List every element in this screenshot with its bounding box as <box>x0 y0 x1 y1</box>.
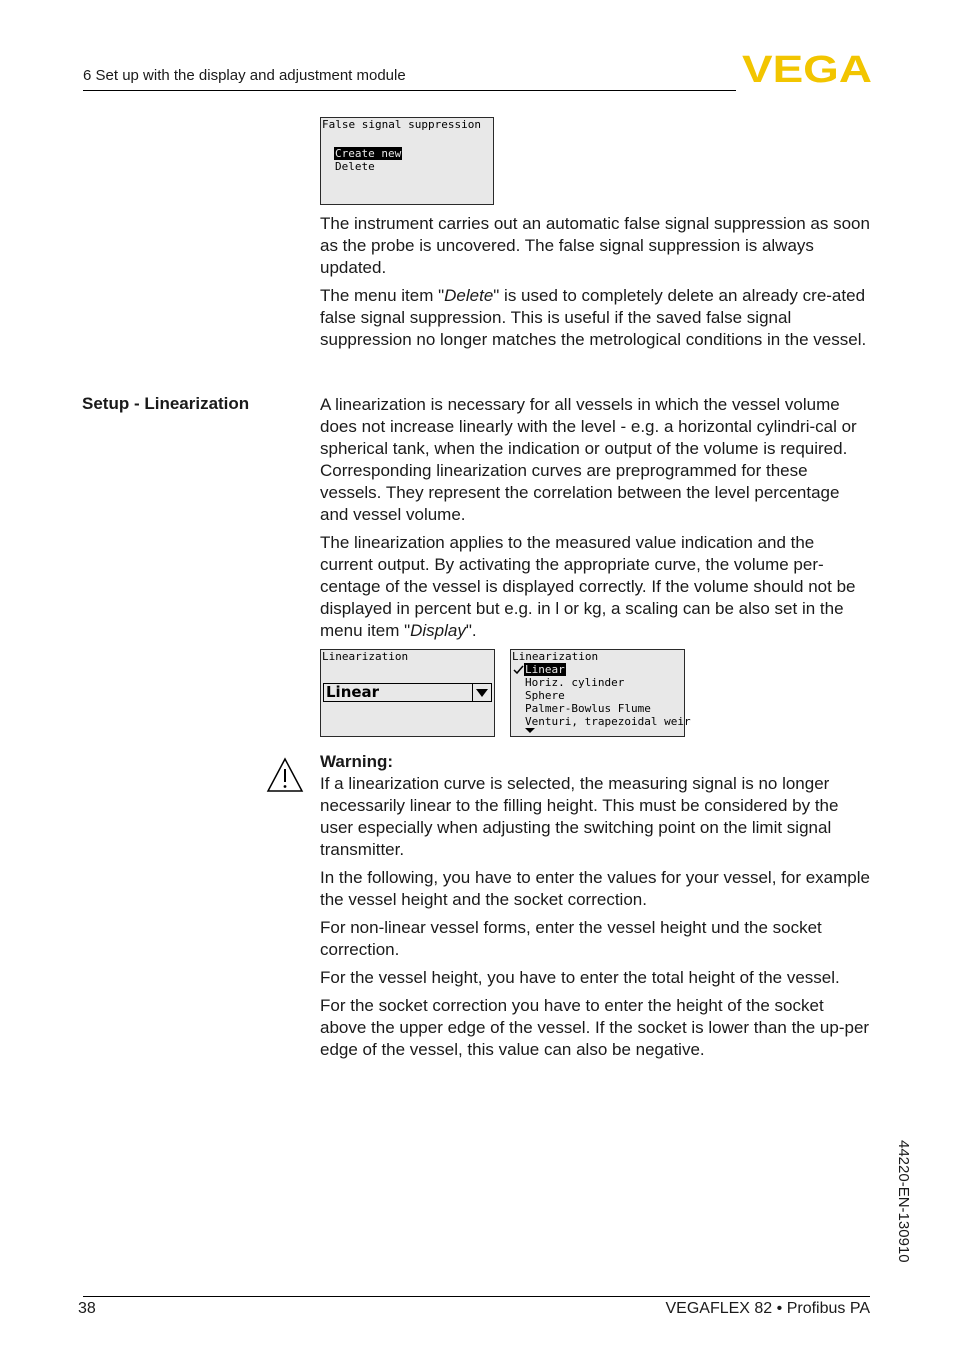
logo-text: VEGA <box>742 52 872 84</box>
vega-logo <box>742 52 872 84</box>
warning-title: Warning: <box>320 752 394 771</box>
dropdown-button[interactable] <box>472 684 491 701</box>
select-value: Linear <box>326 683 380 701</box>
paragraph: The instrument carries out an automatic false signal suppression as soon as the probe is uncovered. The false signal suppression is always updated. <box>320 214 870 277</box>
screen-title: Linearization <box>322 650 409 663</box>
page-number: 38 <box>78 1300 96 1317</box>
paragraph-delete: The menu item "Delete" is used to completely delete an already cre-ated false signal suppression. This is useful if the saved false signal suppression no longer matches the metrological conditions in the vessel. <box>320 286 867 349</box>
list-item[interactable]: Sphere <box>525 689 565 702</box>
list-item-linear[interactable]: Linear <box>525 663 565 676</box>
header-rule <box>83 90 736 91</box>
screen-title: False signal suppression <box>322 118 481 131</box>
list-item[interactable]: Palmer-Bowlus Flume <box>525 702 651 715</box>
list-item[interactable]: Horiz. cylinder <box>525 676 625 689</box>
document-code: 44220-EN-130910 <box>895 1140 912 1263</box>
product-name: VEGAFLEX 82 • Profibus PA <box>665 1300 870 1317</box>
paragraph: A linearization is necessary for all vessels in which the vessel volume does not increase linearly with the level - e.g. a horizontal cylindri-cal or spherical tank, when the indication or output of the volume is required. Corresponding linearization curves are preprogrammed for these vessels. They represent the correlation between the level percentage and vessel volume. <box>320 395 857 524</box>
linearization-select[interactable] <box>323 683 492 702</box>
running-header: 6 Set up with the display and adjustment module <box>83 67 406 84</box>
section-heading: Setup - Linearization <box>82 394 250 413</box>
warning-text: If a linearization curve is selected, the measuring signal is no longer necessarily linear to the filling height. This must be considered by the user especially when adjusting the switching point on the limit signal transmitter. <box>320 774 839 859</box>
checkmark-icon <box>513 665 524 675</box>
paragraph-display: The linearization applies to the measured value indication and the current output. By activating the appropriate curve, the volume per-centage of the vessel is displayed correctly. If the volume should not be displayed in percent but e.g. in l or kg, a scaling can be also set in the menu item "Display". <box>320 533 856 640</box>
paragraph: For the socket correction you have to enter the height of the socket above the upper edge of the vessel. If the socket is lower than the up-per edge of the vessel, this value can also be negative. <box>320 996 870 1059</box>
screen-false-signal <box>320 117 494 205</box>
warning-block <box>320 751 870 1061</box>
screen-linearization-combo <box>320 649 495 737</box>
intro-text <box>320 213 870 351</box>
screen-title: Linearization <box>512 650 599 663</box>
footer-rule <box>83 1296 870 1297</box>
warning-icon <box>266 757 304 793</box>
linearization-text <box>320 394 870 642</box>
screen-linearization-list <box>510 649 691 737</box>
paragraph: For the vessel height, you have to enter the total height of the vessel. <box>320 968 840 987</box>
list-item[interactable]: Venturi, trapezoidal weir <box>525 715 691 728</box>
scroll-down-icon[interactable] <box>525 728 535 734</box>
menu-item-create-new[interactable]: Create new <box>335 147 402 160</box>
paragraph: In the following, you have to enter the values for your vessel, for example the vessel height and the socket correction. <box>320 868 870 909</box>
triangle-down-icon <box>473 684 491 701</box>
paragraph: For non-linear vessel forms, enter the vessel height und the socket correction. <box>320 918 822 959</box>
menu-item-delete[interactable]: Delete <box>335 160 375 173</box>
